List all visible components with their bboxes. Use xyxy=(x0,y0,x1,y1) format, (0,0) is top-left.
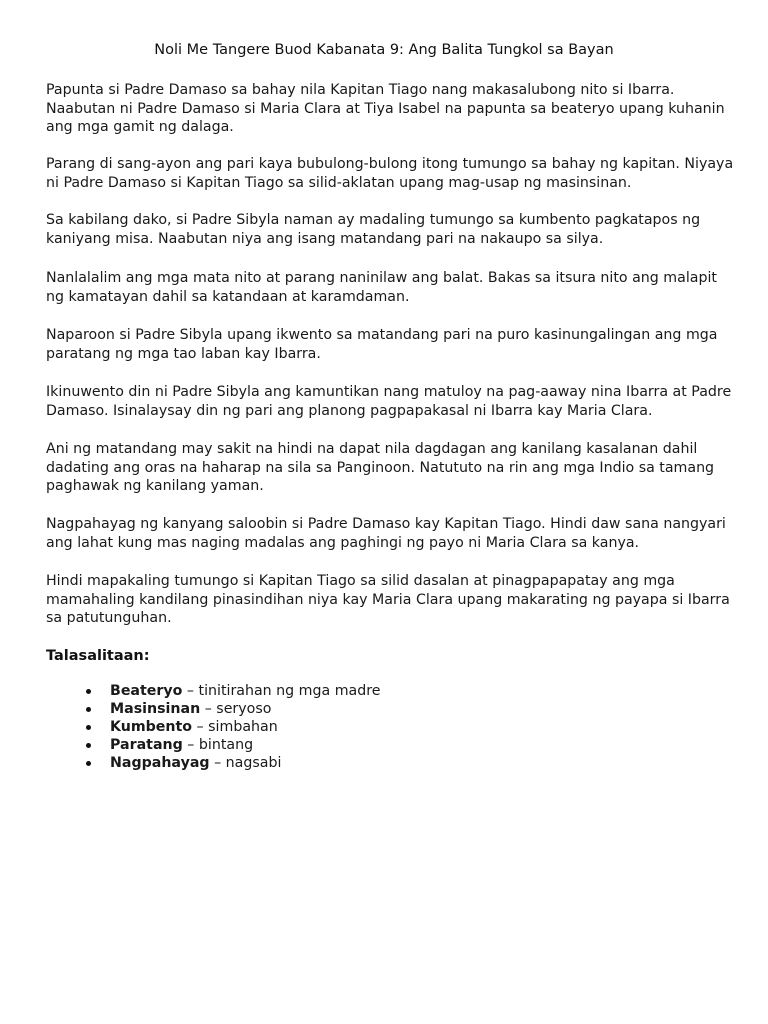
glossary-item xyxy=(64,736,380,754)
glossary-item xyxy=(64,682,380,700)
glossary-definition: – bintang xyxy=(182,737,254,753)
glossary-term: Paratang xyxy=(110,737,183,753)
glossary-definition: – tinitirahan ng mga madre xyxy=(182,683,381,699)
paragraph: Hindi mapakaling tumungo si Kapitan Tiago sa silid dasalan at pinagpapapatay ang mga mamahaling kandilang pinasindihan niya kay Maria Clara upang makarating ng payapa si Ibarra sa patutunguhan. xyxy=(46,573,730,626)
glossary-term: Nagpahayag xyxy=(110,755,210,771)
page-title: Noli Me Tangere Buod Kabanata 9: Ang Balita Tungkol sa Bayan xyxy=(154,42,614,58)
glossary-term: Beateryo xyxy=(110,683,183,699)
glossary-definition: – seryoso xyxy=(200,701,272,717)
paragraph: Naparoon si Padre Sibyla upang ikwento sa matandang pari na puro kasinungalingan ang mga paratang ng mga tao laban kay Ibarra. xyxy=(46,327,718,362)
bullet-icon xyxy=(86,725,91,730)
paragraph: Papunta si Padre Damaso sa bahay nila Kapitan Tiago nang makasalubong nito si Ibarra. Naabutan ni Padre Damaso si Maria Clara at Tiya Isabel na papunta sa beateryo upang kuhanin ang mga gamit ng dalaga. xyxy=(46,82,725,135)
paragraph: Sa kabilang dako, si Padre Sibyla naman ay madaling tumungo sa kumbento pagkatapos ng kaniyang misa. Naabutan niya ang isang matandang pari na nakaupo sa silya. xyxy=(46,212,701,247)
paragraph: Nanlalalim ang mga mata nito at parang naninilaw ang balat. Bakas sa itsura nito ang malapit ng kamatayan dahil sa katandaan at karamdaman. xyxy=(46,270,717,305)
bullet-icon xyxy=(86,761,91,766)
glossary-list xyxy=(64,682,380,772)
paragraph: Parang di sang-ayon ang pari kaya bubulong-bulong itong tumungo sa bahay ng kapitan. Niyaya ni Padre Damaso si Kapitan Tiago sa silid-aklatan upang mag-usap ng masinsinan. xyxy=(46,156,734,191)
glossary-term: Kumbento xyxy=(110,719,193,735)
glossary-item xyxy=(64,754,380,772)
bullet-icon xyxy=(86,707,91,712)
paragraph: Ani ng matandang may sakit na hindi na dapat nila dagdagan ang kanilang kasalanan dahil dadating ang oras na haharap na sila sa Panginoon. Natututo na rin ang mga Indio sa tamang paghawak ng kanilang yaman. xyxy=(46,441,715,494)
paragraph: Nagpahayag ng kanyang saloobin si Padre Damaso kay Kapitan Tiago. Hindi daw sana nangyari ang lahat kung mas naging madalas ang paghingi ng payo ni Maria Clara sa kanya. xyxy=(46,516,726,551)
glossary-item xyxy=(64,718,380,736)
glossary-term: Masinsinan xyxy=(110,701,201,717)
bullet-icon xyxy=(86,743,91,748)
glossary-heading: Talasalitaan: xyxy=(46,648,150,664)
paragraph: Ikinuwento din ni Padre Sibyla ang kamuntikan nang matuloy na pag-aaway nina Ibarra at Padre Damaso. Isinalaysay din ng pari ang planong pagpapakasal ni Ibarra kay Maria Clara. xyxy=(46,384,732,419)
glossary-definition: – simbahan xyxy=(192,719,278,735)
glossary-item xyxy=(64,700,380,718)
glossary-definition: – nagsabi xyxy=(209,755,282,771)
bullet-icon xyxy=(86,689,91,694)
